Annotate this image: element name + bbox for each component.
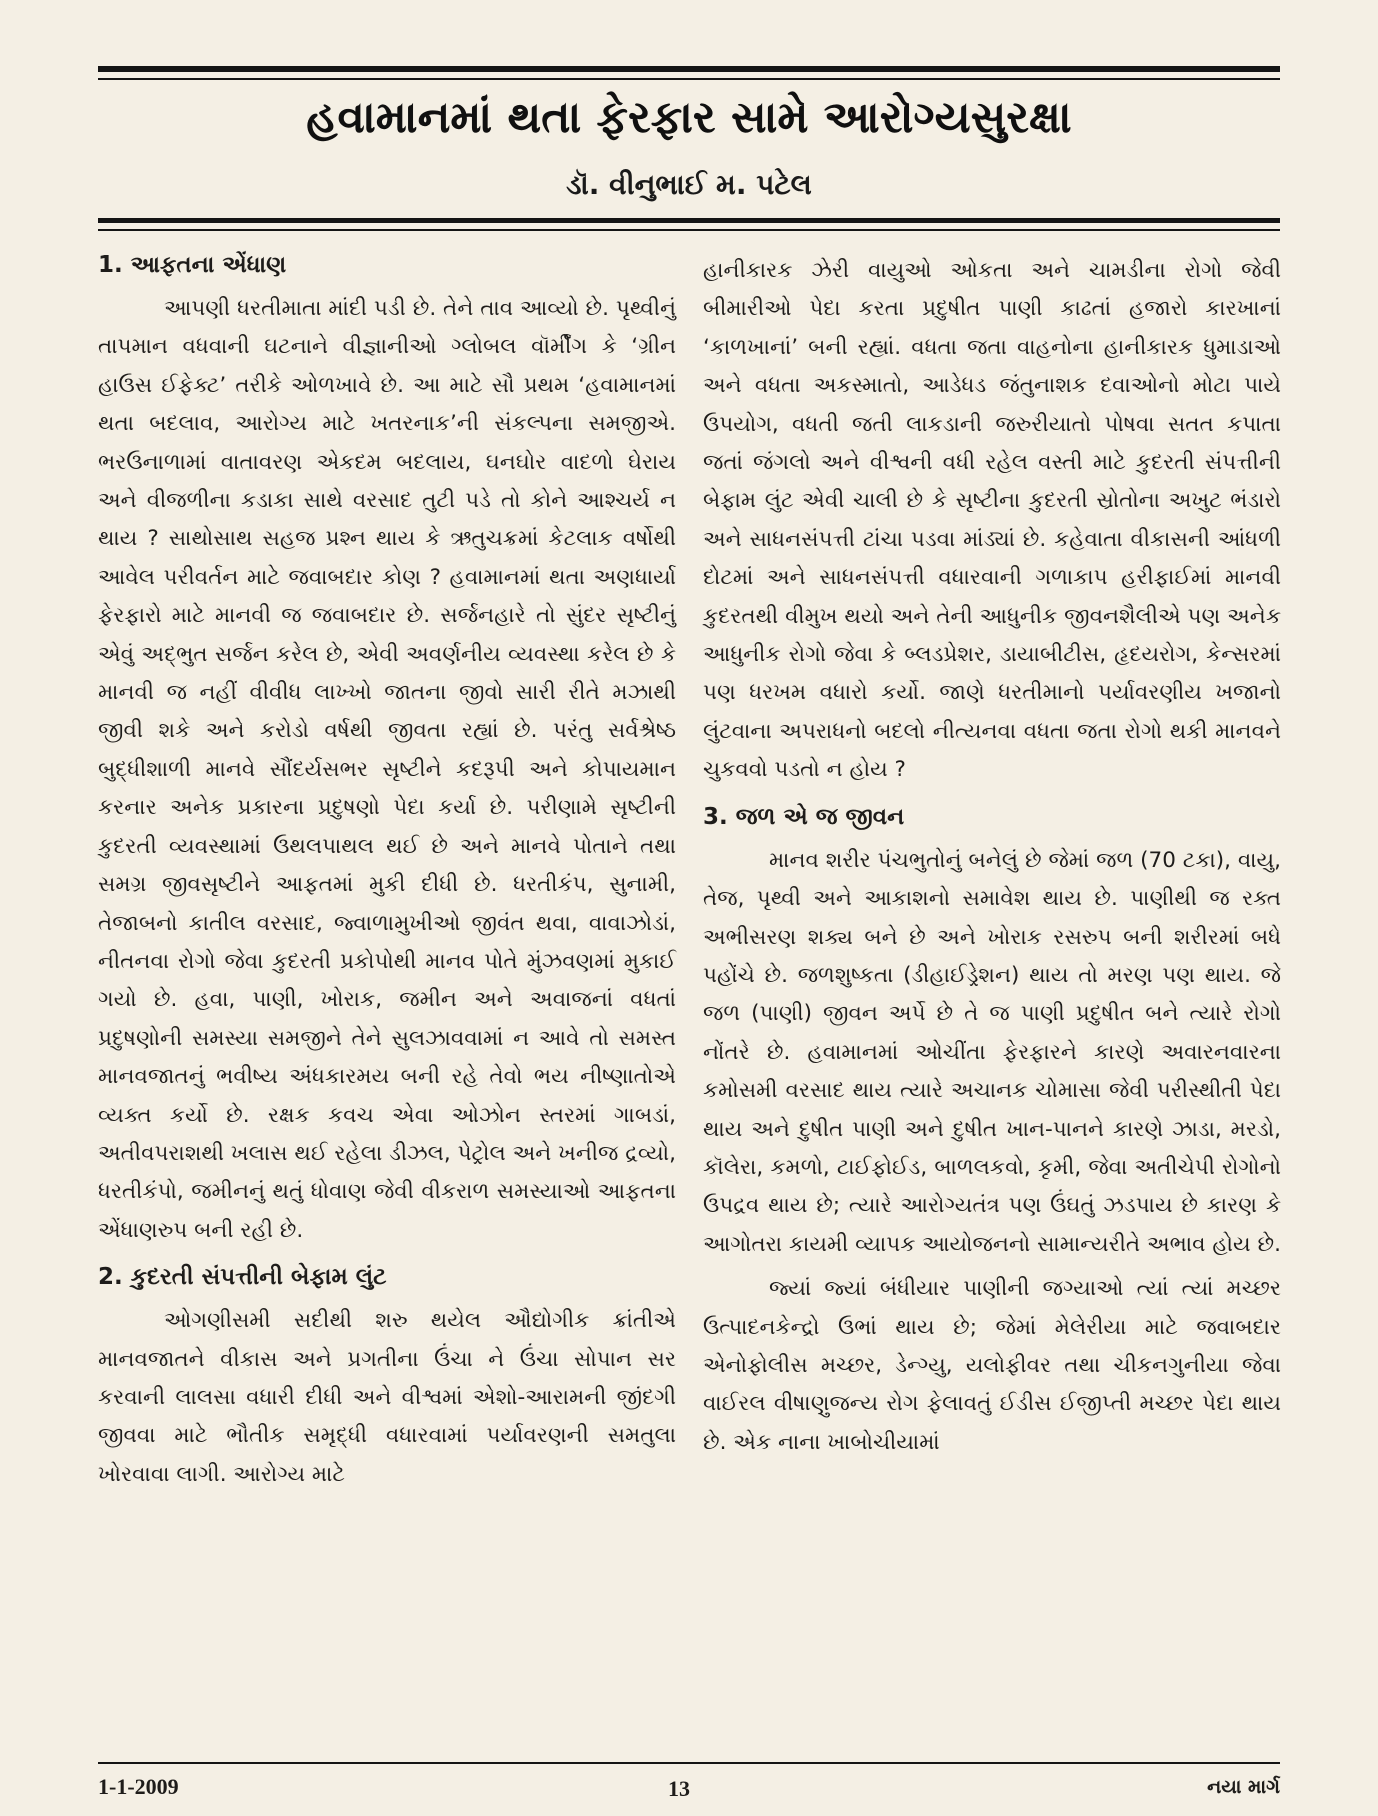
section-2-paragraph: ઓગણીસમી સદીથી શરુ થયેલ ઔદ્યોગીક ક્રાંતીએ માનવજાતને વીકાસ અને પ્રગતીના ઉંચા ને ઉંચા સોપાન સર કરવાની લાલસા વધારી દીધી અને વીશ્વમાં એશો-આરામની જીંદગી જીવવા માટે ભૌતીક સમૃદ્ધી વધારવામાં પર્યાવરણની સમતુલા ખોરવાવા લાગી. આરોગ્ય માટે: [98, 1308, 676, 1487]
section-3-paragraph-2: જ્યાં જ્યાં બંધીયાર પાણીની જગ્યાઓ ત્યાં ત્યાં મચ્છર ઉત્પાદનકેન્દ્રો ઉભાં થાય છે; જેમાં મેલેરીયા માટે જવાબદાર એનોફોલીસ મચ્છર, ડેન્ગ્યુ, યલોફીવર તથા ચીકનગુનીયા જેવા વાઈરલ વીષાણુજન્ય રોગ ફેલાવતું ઈડીસ ઈજીપ્તી મચ્છર પેદા થાય છે. એક નાના ખાબોચીયામાં: [703, 1276, 1281, 1455]
top-rule-thin: [98, 78, 1280, 80]
section-3-paragraph-1: માનવ શરીર પંચભુતોનું બનેલું છે જેમાં જળ (70 ટકા), વાયુ, તેજ, પૃથ્વી અને આકાશનો સમાવેશ થાય છે. પાણીથી જ રક્ત અભીસરણ શક્ય બને છે અને ખોરાક રસરુપ બની શરીરમાં બધે પહોંચે છે. જળશુષ્કતા (ડીહાઈડ્રેશન) થાય તો મરણ પણ થાય. જે જળ (પાણી) જીવન અર્પે છે તે જ પાણી પ્રદુષીત બને ત્યારે રોગો નોંતરે છે. હવામાનમાં ઓચીંતા ફેરફારને કારણે અવારનવારના કમોસમી વરસાદ થાય ત્યારે અચાનક ચોમાસા જેવી પરીસ્થીતી પેદા થાય અને દુષીત પાણી અને દુષીત ખાન-પાનને કારણે ઝાડા, મરડો, કૉલેરા, કમળો, ટાઈફોઈડ, બાળલકવો, કૃમી, જેવા અતીચેપી રોગોનો ઉપદ્રવ થાય છે; ત્યારે આરોગ્યતંત્ર પણ ઉંઘતું ઝડપાય છે કારણ કે આગોતરા કાયમી વ્યાપક આયોજનનો સામાન્યરીતે અભાવ હોય છે.: [703, 847, 1281, 1257]
page-number: 13: [668, 1776, 690, 1801]
article-title: હવામાનમાં થતા ફેરફાર સામે આરોગ્યસુરક્ષા: [306, 92, 1072, 143]
left-column: [98, 248, 676, 1500]
section-3-heading: 3. જળ એ જ જીવન: [703, 803, 905, 830]
section-2-heading: 2. કુદરતી સંપત્તીની બેફામ લુંટ: [98, 1264, 387, 1291]
section-1-heading: 1. આફતના એંધાણ: [98, 252, 287, 278]
magazine-name: નયા માર્ગ: [1207, 1776, 1280, 1798]
header-rule-thin: [98, 229, 1280, 231]
header-rule-thick: [98, 218, 1280, 223]
article-author: ડૉ. વીનુભાઈ મ. પટેલ: [566, 168, 812, 201]
section-2-continued: હાનીકારક ઝેરી વાયુઓ ઓકતા અને ચામડીના રોગો જેવી બીમારીઓ પેદા કરતા પ્રદુષીત પાણી કાઢતાં હજારો કારખાનાં ‘કાળખાનાં’ બની રહ્યાં. વધતા જતા વાહનોના હાનીકારક ધુમાડાઓ અને વધતા અકસ્માતો, આડેધડ જંતુનાશક દવાઓનો મોટા પાયે ઉપયોગ, વધતી જતી લાકડાની જરુરીયાતો પોષવા સતત કપાતા જતાં જંગલો અને વીશ્વની વધી રહેલ વસ્તી માટે કુદરતી સંપત્તીની બેફામ લુંટ એવી ચાલી છે કે સૃષ્ટીના કુદરતી સ્રોતોના અખુટ ભંડારો અને સાધનસંપત્તી ટાંચા પડવા માંડ્યાં છે. કહેવાતા વીકાસની આંધળી દોટમાં અને સાધનસંપત્તી વધારવાની ગળાકાપ હરીફાઈમાં માનવી કુદરતથી વીમુખ થયો અને તેની આધુનીક જીવનશૈલીએ પણ અનેક આધુનીક રોગો જેવા કે બ્લડપ્રેશર, ડાયાબીટીસ, હૃદયરોગ, કેન્સરમાં પણ ધરખમ વધારો કર્યો. જાણે ધરતીમાનો પર્યાવરણીય ખજાનો લુંટવાના અપરાધનો બદલો નીત્યનવા વધતા જતા રોગો થકી માનવને ચુકવવો પડતો ન હોય ?: [703, 258, 1281, 783]
section-1-paragraph: આપણી ધરતીમાતા માંદી પડી છે. તેને તાવ આવ્યો છે. પૃથ્વીનું તાપમાન વધવાની ઘટનાને વીજ્ઞાનીઓ ગ્લોબલ વૉર્મીંગ કે ‘ગ્રીન હાઉસ ઈફેક્ટ’ તરીકે ઓળખાવે છે. આ માટે સૌ પ્રથમ ‘હવામાનમાં થતા બદલાવ, આરોગ્ય માટે ખતરનાક’ની સંકલ્પના સમજીએ. ભરઉનાળામાં વાતાવરણ એકદમ બદલાય, ઘનઘોર વાદળો ઘેરાય અને વીજળીના કડાકા સાથે વરસાદ તુટી પડે તો કોને આશ્ચર્ય ન થાય ? સાથોસાથ સહજ પ્રશ્ન થાય કે ઋતુચક્રમાં કેટલાક વર્ષોથી આવેલ પરીવર્તન માટે જવાબદાર કોણ ? હવામાનમાં થતા અણધાર્યા ફેરફારો માટે માનવી જ જવાબદાર છે. સર્જનહારે તો સુંદર સૃષ્ટીનું એવું અદ્ભુત સર્જન કરેલ છે, એવી અવર્ણનીય વ્યવસ્થા કરેલ છે કે માનવી જ નહીં વીવીધ લાખ્ખો જાતના જીવો સારી રીતે મઝાથી જીવી શકે અને કરોડો વર્ષથી જીવતા રહ્યાં છે. પરંતુ સર્વશ્રેષ્ઠ બુદ્ધીશાળી માનવે સૌંદર્યસભર સૃષ્ટીને કદરૂપી અને કોપાયમાન કરનાર અનેક પ્રકારના પ્રદુષણો પેદા કર્યા છે. પરીણામે સૃષ્ટીની કુદરતી વ્યવસ્થામાં ઉથલપાથલ થઈ છે અને માનવે પોતાને તથા સમગ્ર જીવસૃષ્ટીને આફતમાં મુકી દીધી છે. ધરતીકંપ, સુનામી, તેજાબનો કાતીલ વરસાદ, જ્વાળામુખીઓ જીવંત થવા, વાવાઝોડાં, નીતનવા રોગો જેવા કુદરતી પ્રકોપોથી માનવ પોતે મુંઝવણમાં મુકાઈ ગયો છે. હવા, પાણી, ખોરાક, જમીન અને અવાજનાં વધતાં પ્રદુષણોની સમસ્યા સમજીને તેને સુલઝાવવામાં ન આવે તો સમસ્ત માનવજાતનું ભવીષ્ય અંધકારમય બની રહે તેવો ભય નીષ્ણાતોએ વ્યક્ત કર્યો છે. રક્ષક કવચ એવા ઓઝોન સ્તરમાં ગાબડાં, અતીવપરાશથી ખલાસ થઈ રહેલા ડીઝલ, પેટ્રોલ અને ખનીજ દ્રવ્યો, ધરતીકંપો, જમીનનું થતું ધોવાણ જેવી વીકરાળ સમસ્યાઓ આફતના એંધાણરુપ બની રહી છે.: [98, 296, 676, 1243]
top-rule-thick: [98, 66, 1280, 72]
footer-rule: [98, 1762, 1280, 1764]
footer-date: 1-1-2009: [98, 1774, 179, 1799]
right-column: [703, 252, 1281, 1468]
